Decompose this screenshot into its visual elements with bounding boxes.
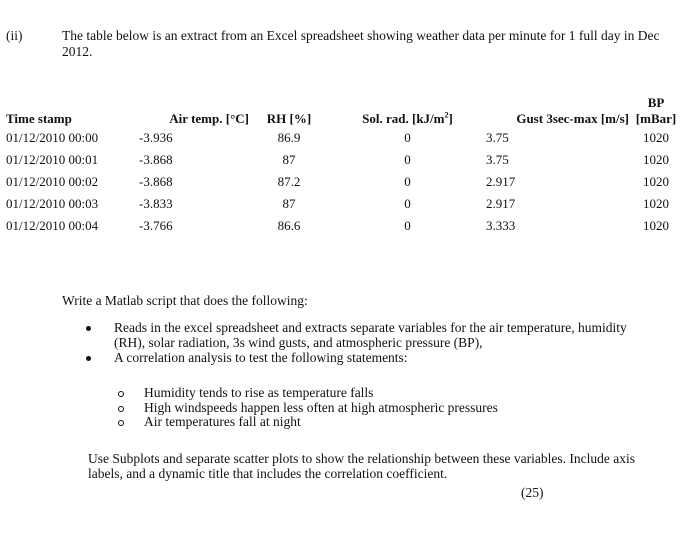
table-row <box>6 193 683 215</box>
statement-text: Humidity tends to rise as temperature falls <box>144 385 374 400</box>
cell-bp: 1020 <box>643 130 669 145</box>
closing-instructions: Use Subplots and separate scatter plots to show the relationship between these variables. Include axis labels, and a dynamic title that includes the correlation coefficient. <box>88 451 635 481</box>
table-row <box>6 127 683 149</box>
list-item <box>118 415 498 430</box>
header-air-temp: Air temp. [°C] <box>169 111 249 126</box>
cell-timestamp: 01/12/2010 00:01 <box>6 152 99 167</box>
cell-rh: 87.2 <box>277 174 301 189</box>
list-item <box>86 350 646 365</box>
cell-rh: 87 <box>282 196 296 211</box>
cell-gust: 3.75 <box>486 130 509 145</box>
header-timestamp: Time stamp <box>6 111 72 126</box>
header-rh: RH [%] <box>266 111 312 126</box>
cell-solar-radiation: 0 <box>404 174 411 189</box>
cell-bp: 1020 <box>643 152 669 167</box>
requirement-text: Reads in the excel spreadsheet and extracts separate variables for the air temperature, humidity (RH), solar radiation, 3s wind gusts, and atmospheric pressure (BP), <box>114 320 627 350</box>
question-number: (ii) <box>6 28 23 43</box>
table-row <box>6 149 683 171</box>
weather-data-table <box>6 95 683 237</box>
circle-bullet-icon <box>118 420 124 426</box>
cell-gust: 2.917 <box>486 196 516 211</box>
requirements-list <box>86 320 646 365</box>
cell-timestamp: 01/12/2010 00:04 <box>6 218 99 233</box>
cell-timestamp: 01/12/2010 00:00 <box>6 130 99 145</box>
question-intro: The table below is an extract from an Excel spreadsheet showing weather data per minute for 1 full day in Dec 2012. <box>62 28 660 59</box>
cell-gust: 3.333 <box>486 218 516 233</box>
header-bp: BP [mBar] <box>635 95 677 126</box>
cell-bp: 1020 <box>643 218 669 233</box>
cell-air-temp: -3.766 <box>139 218 173 233</box>
table-row <box>6 171 683 193</box>
cell-gust: 2.917 <box>486 174 516 189</box>
cell-air-temp: -3.868 <box>139 152 173 167</box>
table-row <box>6 215 683 237</box>
cell-bp: 1020 <box>643 196 669 211</box>
cell-rh: 87 <box>282 152 296 167</box>
header-gust: Gust 3sec-max [m/s] <box>516 111 629 126</box>
cell-air-temp: -3.868 <box>139 174 173 189</box>
cell-solar-radiation: 0 <box>404 218 411 233</box>
circle-bullet-icon <box>118 406 124 412</box>
statement-text: High windspeeds happen less often at high atmospheric pressures <box>144 399 498 415</box>
bullet-icon <box>86 356 91 361</box>
cell-bp: 1020 <box>643 174 669 189</box>
cell-timestamp: 01/12/2010 00:02 <box>6 174 99 189</box>
cell-timestamp: 01/12/2010 00:03 <box>6 196 99 211</box>
cell-gust: 3.75 <box>486 152 509 167</box>
task-intro: Write a Matlab script that does the following: <box>62 293 308 308</box>
list-item <box>86 320 646 350</box>
cell-rh: 86.9 <box>277 130 301 145</box>
statement-text: Air temperatures fall at night <box>144 414 301 429</box>
bullet-icon <box>86 326 91 331</box>
table-header-row <box>6 95 683 127</box>
circle-bullet-icon <box>118 391 124 397</box>
statements-list <box>118 386 498 430</box>
header-solar-radiation: Sol. rad. $[kJ/m^2]$ <box>362 110 453 126</box>
cell-air-temp: -3.833 <box>139 196 173 211</box>
requirement-text: A correlation analysis to test the following statements: <box>114 350 408 365</box>
cell-solar-radiation: 0 <box>404 152 411 167</box>
cell-air-temp: -3.936 <box>139 130 173 145</box>
list-item <box>118 401 498 416</box>
cell-rh: 86.6 <box>277 218 301 233</box>
list-item <box>118 386 498 401</box>
cell-solar-radiation: 0 <box>404 196 411 211</box>
cell-solar-radiation: 0 <box>404 130 411 145</box>
marks-label: (25) <box>521 485 544 500</box>
